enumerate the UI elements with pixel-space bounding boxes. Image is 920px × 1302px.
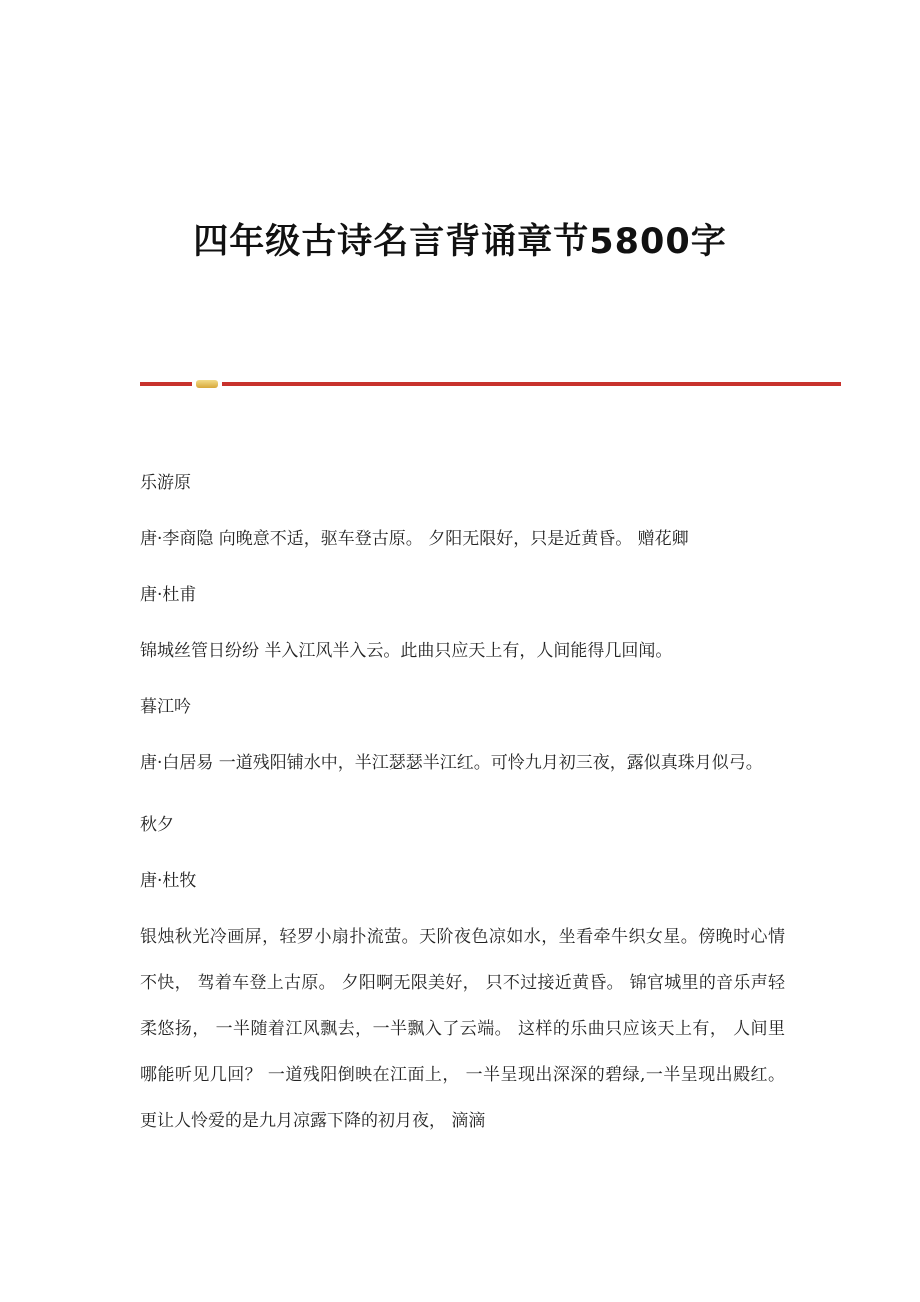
document-title: 四年级古诗名言背诵章节5800字 xyxy=(193,222,727,262)
poem-translation: 银烛秋光冷画屏，轻罗小扇扑流萤。天阶夜色凉如水，坐看牵牛织女星。傍晚时心情不快， 驾着车登上古原。 夕阳啊无限美好， 只不过接近黄昏。 锦官城里的音乐声轻柔悠扬， 一半随着江风飘去，一半飘入了云端。 这样的乐曲只应该天上有， 人间里哪能听见几回？ 一道残阳倒映在江面上， 一半呈现出深深的碧绿,一半呈现出殿红。 更让人怜爱的是九月凉露下降的初月夜， 滴滴 xyxy=(140,927,785,1131)
poem-title: 乐游原 xyxy=(140,473,191,493)
divider-bar-right xyxy=(222,382,841,386)
document-body xyxy=(140,466,785,1166)
poem-line: 唐·李商隐 向晚意不适，驱车登古原。 夕阳无限好，只是近黄昏。 赠花卿 xyxy=(140,529,689,549)
title-divider xyxy=(140,380,841,388)
poem-title: 暮江吟 xyxy=(140,697,191,717)
poem-author: 唐·杜牧 xyxy=(140,871,197,891)
poem-line: 锦城丝管日纷纷 半入江风半入云。此曲只应天上有，人间能得几回闻。 xyxy=(140,641,673,661)
poem-author: 唐·杜甫 xyxy=(140,585,197,605)
poem-line: 唐·白居易 一道残阳铺水中，半江瑟瑟半江红。可怜九月初三夜，露似真珠月似弓。 xyxy=(140,753,763,773)
divider-ornament-icon xyxy=(196,380,218,388)
poem-title: 秋夕 xyxy=(140,815,174,835)
divider-bar-left xyxy=(140,382,192,386)
